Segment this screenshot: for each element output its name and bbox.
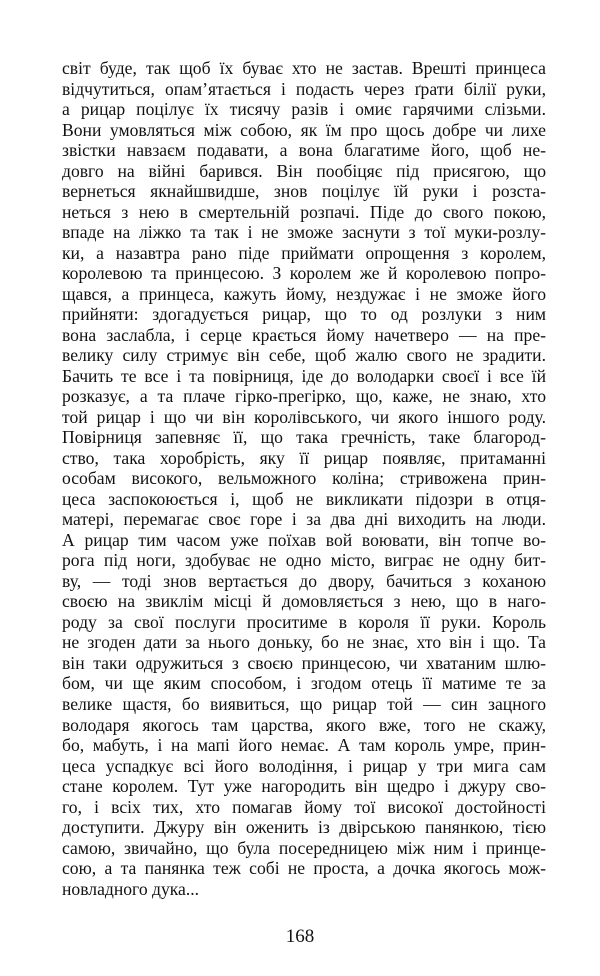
text-line: Бачить те все і та повірниця, іде до володарки своєї і все їй <box>62 365 546 386</box>
text-line: цеса успадкує всі його володіння, і рицар у три мига сам <box>62 755 546 776</box>
text-line: роду за свої послуги проситиме в короля її руки. Король <box>62 611 546 632</box>
text-line: доступити. Джуру він оженить із двірською панянкою, тією <box>62 817 546 838</box>
text-line: а рицар поцілує їх тисячу разів і омиє гарячими слізьми. <box>62 99 546 120</box>
text-line: велику силу стримує він себе, щоб жалю свого не зрадити. <box>62 345 546 366</box>
text-line: особам високого, вельможного коліна; стривожена прин- <box>62 468 546 489</box>
text-line: самою, звичайно, що була посередницею між ним і принце- <box>62 837 546 858</box>
text-line: новладного дука... <box>62 878 200 899</box>
text-line: розказує, а та плаче гірко-прегірко, що, каже, не знаю, хто <box>62 386 546 407</box>
text-line: А рицар тим часом уже поїхав вой воювати, він топче во- <box>62 529 546 550</box>
text-line: стане королем. Тут уже нагородить він щедро і джуру сво- <box>62 776 546 797</box>
page-number: 168 <box>285 926 315 947</box>
text-line: вона заслабла, і серце крається йому начетверо — на пре- <box>62 324 546 345</box>
text-line: вернеться якнайшвидше, знов поцілує їй руки і розста- <box>62 181 546 202</box>
text-line: Повірниця запевняє її, що така гречність, таке благород- <box>62 427 546 448</box>
text-line: Вони умовляться між собою, як їм про щось добре чи лихе <box>62 119 546 140</box>
text-line: сою, а та панянка теж собі не проста, а дочка якогось мож- <box>62 858 546 879</box>
text-line: світ буде, так щоб їх буває хто не застав. Врешті принцеса <box>62 58 546 78</box>
text-line: бом, чи ще яким способом, і згодом отець її матиме те за <box>62 673 546 694</box>
text-line: він таки одружиться з своєю принцесою, чи хватаним шлю- <box>62 652 546 673</box>
text-line: прийняти: здогадується рицар, що то од розлуки з ним <box>62 304 546 325</box>
text-line: бо, мабуть, і на мапі його немає. А там король умре, прин- <box>62 735 546 756</box>
text-line: цеса заспокоюється і, щоб не викликати підозри в отця- <box>62 488 546 509</box>
text-line: своєю на звиклім місці й домовляється з нею, що в наго- <box>62 591 546 612</box>
text-line: впаде на ліжко та так і не зможе заснути з тої муки-розлу- <box>62 222 546 243</box>
text-line: го, і всіх тих, хто помагав йому тої високої достойності <box>62 796 546 817</box>
text-line: не згоден дати за нього доньку, бо не знає, хто він і що. Та <box>62 632 546 653</box>
text-line: ки, а назавтра рано піде приймати опрощення з королем, <box>62 242 546 263</box>
text-line: велике щастя, бо виявиться, що рицар той — син зацного <box>62 693 546 714</box>
text-line: рога під ноги, здобуває не одно місто, виграє не одну бит- <box>62 550 546 571</box>
text-line: неться з нею в смертельній розпачі. Піде до свого покою, <box>62 201 546 222</box>
text-line: ство, така хоробрість, яку її рицар появляє, притаманні <box>62 447 546 468</box>
text-line: ву, — тоді знов вертається до двору, бачиться з коханою <box>62 570 546 591</box>
text-line: матері, перемагає своє горе і за два дні виходить на люди. <box>62 509 546 530</box>
text-line: той рицар і що чи він королівського, чи якого іншого роду. <box>62 406 546 427</box>
text-line: королевою та принцесою. З королем же й королевою попро- <box>62 263 546 284</box>
text-line: довго на війні барився. Він пообіцяє під присягою, що <box>62 160 546 181</box>
text-line: щався, а принцеса, кажуть йому, нездужає і не зможе його <box>62 283 546 304</box>
page-body-text <box>62 58 546 899</box>
text-line: звістки навзаєм подавати, а вона благатиме його, щоб не- <box>62 140 546 161</box>
text-line: відчутиться, опам’ятається і подасть через ґрати білії руки, <box>62 78 546 99</box>
text-line: володаря якогось там царства, якого вже, того не скажу, <box>62 714 546 735</box>
